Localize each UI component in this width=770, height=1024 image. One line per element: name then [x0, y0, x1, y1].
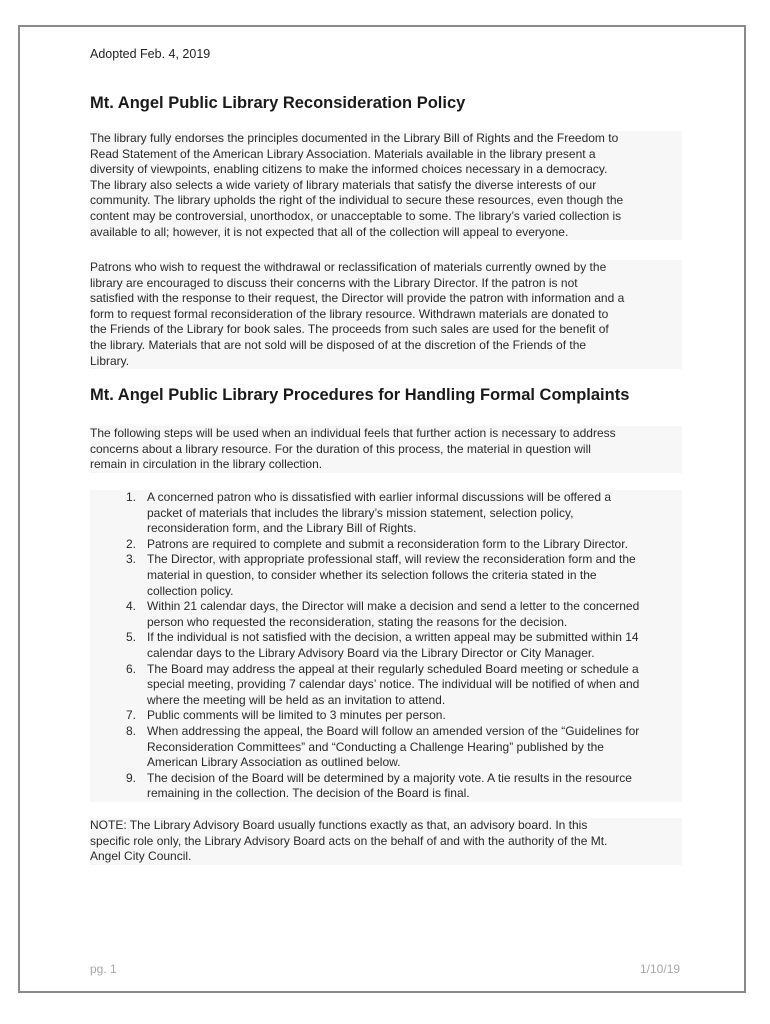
procedure-step-2: [90, 537, 682, 553]
step-text: The decision of the Board will be determined by a majority vote. A tie results in the resource remaining in the collection. The decision of the Board is final.: [147, 770, 632, 801]
policy-paragraph-1: The library fully endorses the principles documented in the Library Bill of Rights and the Freedom to Read Statement of the American Library Association. Materials available in the library present a diversity of viewpoints, enabling citizens to make the informed choices necessary in a democracy. The library also selects a wide variety of library materials that satisfy the diverse interests of our community. The library upholds the right of the individual to secure these resources, even though the content may be controversial, unorthodox, or unacceptable to some. The library’s varied collection is available to all; however, it is not expected that all of the collection will appeal to everyone.: [90, 131, 682, 240]
procedures-title: Mt. Angel Public Library Procedures for Handling Formal Complaints: [90, 386, 630, 404]
procedure-step-4: [90, 599, 682, 630]
step-text: Within 21 calendar days, the Director will make a decision and send a letter to the concerned person who requested the reconsideration, stating the reasons for the decision.: [147, 599, 640, 629]
procedure-step-3: [90, 552, 682, 599]
step-number: 5.: [125, 630, 136, 645]
procedures-intro: The following steps will be used when an individual feels that further action is necessary to address concerns about a library resource. For the duration of this process, the material in question will remain in circulation in the library collection.: [90, 426, 682, 473]
procedure-step-7: [90, 708, 682, 724]
step-text: Public comments will be limited to 3 minutes per person.: [147, 708, 446, 723]
step-text: Patrons are required to complete and submit a reconsideration form to the Library Director.: [147, 536, 628, 551]
step-number: 2.: [125, 536, 136, 551]
procedure-step-6: [90, 662, 682, 709]
step-number: 9.: [125, 770, 136, 785]
step-text: The Director, with appropriate professional staff, will review the reconsideration form and the material in question, to consider whether its selection follows the criteria stated in the collection policy.: [147, 552, 636, 598]
adopted-date: Adopted Feb. 4, 2019: [90, 47, 211, 61]
procedure-step-8: [90, 724, 682, 771]
step-number: 3.: [125, 552, 136, 567]
procedure-step-5: [90, 630, 682, 661]
step-text: When addressing the appeal, the Board will follow an amended version of the “Guidelines for Reconsideration Committees” and “Conducting a Challenge Hearing” published by the American Library Association as outlined below.: [147, 723, 640, 770]
step-number: 7.: [125, 708, 136, 723]
step-text: The Board may address the appeal at their regularly scheduled Board meeting or schedule a special meeting, providing 7 calendar days’ notice. The individual will be notified of when and where the meeting will be held as an invitation to attend.: [147, 661, 640, 707]
footer-date: 1/10/19: [640, 962, 681, 976]
step-number: 4.: [125, 599, 136, 614]
step-number: 1.: [125, 490, 136, 504]
step-text: If the individual is not satisfied with the decision, a written appeal may be submitted within 14 calendar days to the Library Advisory Board via the Library Director or City Manager.: [147, 630, 639, 660]
procedure-steps-list: [90, 490, 682, 802]
policy-title: Mt. Angel Public Library Reconsideration Policy: [90, 94, 466, 112]
policy-paragraph-2: Patrons who wish to request the withdrawal or reclassification of materials currently owned by the library are encouraged to discuss their concerns with the Library Director. If the patron is not satisfied with the response to their request, the Director will provide the patron with information and a form to request formal reconsideration of the library resource. Withdrawn materials are donated to the Friends of the Library for book sales. The proceeds from such sales are used for the benefit of the library. Materials that are not sold will be disposed of at the discretion of the Friends of the Library.: [90, 260, 682, 369]
advisory-board-note: NOTE: The Library Advisory Board usually functions exactly as that, an advisory board. In this specific role only, the Library Advisory Board acts on the behalf of and with the authority of the Mt. Angel City Council.: [90, 818, 682, 865]
step-number: 8.: [125, 723, 136, 738]
step-number: 6.: [125, 661, 136, 676]
procedure-step-1: [90, 490, 682, 537]
procedure-step-9: [90, 771, 682, 802]
step-text: A concerned patron who is dissatisfied with earlier informal discussions will be offered a packet of materials that includes the library’s mission statement, selection policy, reconsideration form, and the Library Bill of Rights.: [147, 490, 612, 536]
page-number: pg. 1: [90, 962, 117, 976]
